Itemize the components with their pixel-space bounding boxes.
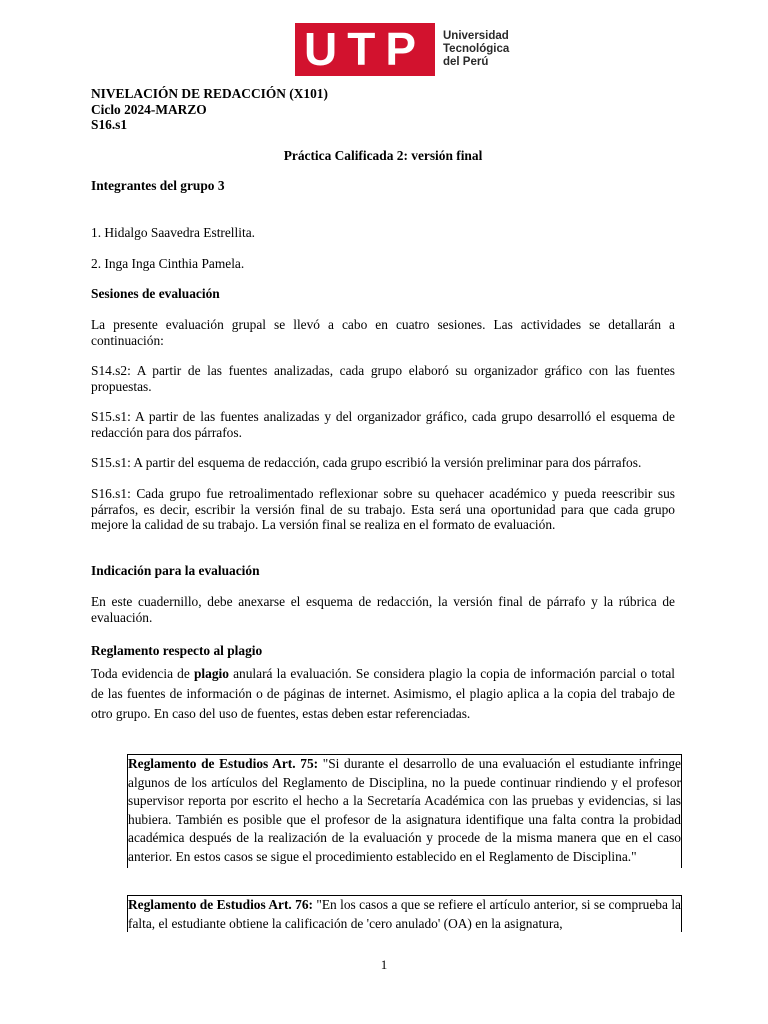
- regulation-box-art-75: [127, 754, 682, 868]
- utp-letters: UTP: [304, 29, 426, 69]
- group-heading: Integrantes del grupo 3: [91, 178, 225, 193]
- indication-heading: Indicación para la evaluación: [91, 563, 260, 578]
- document-title: Práctica Calificada 2: versión final: [283, 148, 483, 163]
- indication-text: En este cuadernillo, debe anexarse el esquema de redacción, la versión final de párrafo y la rúbrica de evaluación.: [91, 594, 675, 625]
- regulation-text: "En los casos a que se refiere el artículo anterior, si se comprueba la falta, el estudiante obtiene la calificación de 'cero anulado' (OA) en la asignatura,: [128, 897, 681, 931]
- logo-line-2: Tecnológica: [443, 42, 510, 55]
- course-session: S16.s1: [91, 117, 128, 132]
- plagiarism-keyword: plagio: [193, 666, 229, 681]
- plagiarism-heading: Reglamento respecto al plagio: [91, 643, 263, 658]
- utp-logo-mark: [295, 23, 435, 76]
- regulation-label: Reglamento de Estudios Art. 75:: [128, 756, 319, 771]
- utp-letters-graphic: [303, 29, 427, 69]
- plagiarism-text: [91, 664, 675, 724]
- session-item: S15.s1: A partir del esquema de redacción, cada grupo escribió la versión preliminar para dos párrafos.: [91, 455, 642, 470]
- regulation-text: "Si durante el desarrollo de una evaluación el estudiante infringe algunos de los artículos del Reglamento de Disciplina, no la puede continuar rindiendo y el profesor supervisor reporta por escrito el hecho a la Secretaría Académica con las pruebas y evidencias, si las hubiera. También es posible que el profesor de la asignatura identifique una falta contra la probidad académica después de la realización de la evaluación y procede de la misma manera que en el caso anterior. En estos casos se sigue el procedimiento establecido en el Reglamento de Disciplina.": [128, 756, 681, 864]
- course-cycle: Ciclo 2024-MARZO: [91, 101, 207, 117]
- regulation-box-art-76: [127, 895, 682, 932]
- course-header: [91, 86, 675, 133]
- page-number: 1: [380, 957, 388, 972]
- regulation-label: Reglamento de Estudios Art. 76:: [128, 897, 314, 912]
- logo-line-3: del Perú: [443, 55, 489, 68]
- utp-logo-text: [443, 30, 509, 69]
- group-member-2: 2. Inga Inga Cinthia Pamela.: [91, 256, 245, 271]
- session-item: S16.s1: Cada grupo fue retroalimentado reflexionar sobre su quehacer académico y pueda reescribir sus párrafos, es decir, escribir la versión final de su trabajo. Esta será una oportunidad para que cada grupo mejore la calidad de su trabajo. La versión final se realiza en el formato de evaluación.: [91, 486, 675, 532]
- logo-line-1: Universidad: [443, 29, 509, 42]
- plagiarism-text-start: Toda evidencia de: [91, 666, 194, 681]
- sessions-heading: Sesiones de evaluación: [91, 286, 220, 301]
- sessions-intro: La presente evaluación grupal se llevó a cabo en cuatro sesiones. Las actividades se detallarán a continuación:: [91, 317, 675, 348]
- plagiarism-text-end: anulará la evaluación. Se considera plagio la copia de información parcial o total de las fuentes de información o de páginas de internet. Asimismo, el plagio aplica a la copia del trabajo de otro grupo. En caso del uso de fuentes, estas deben estar referenciadas.: [91, 666, 676, 721]
- course-title: NIVELACIÓN DE REDACCIÓN (X101): [91, 86, 328, 101]
- utp-logo: [295, 22, 515, 76]
- session-item: S14.s2: A partir de las fuentes analizadas, cada grupo elaboró su organizador gráfico con las fuentes propuestas.: [91, 363, 675, 394]
- session-item: S15.s1: A partir de las fuentes analizadas y del organizador gráfico, cada grupo desarrolló el esquema de redacción para dos párrafos.: [91, 409, 675, 440]
- group-member-1: 1. Hidalgo Saavedra Estrellita.: [91, 225, 255, 240]
